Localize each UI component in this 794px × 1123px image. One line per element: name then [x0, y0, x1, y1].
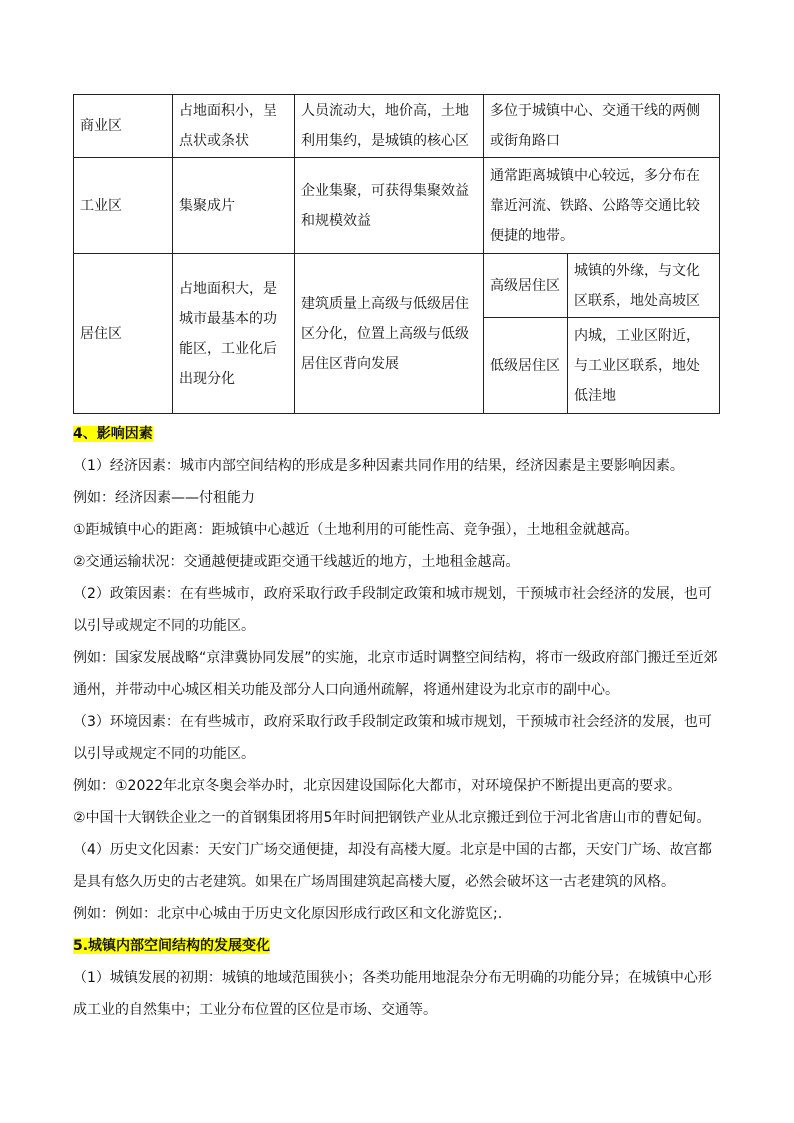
zone-location-cell: 多位于城镇中心、交通干线的两侧或街角路口	[484, 95, 720, 158]
paragraph-econ-example: 例如：经济因素——付租能力	[73, 490, 255, 506]
paragraph-env: （3）环境因素：在有些城市，政府采取行政手段制定政策和城市规划，干预城市社会经济的发展，也可以引导或规定不同的功能区。	[73, 714, 712, 762]
zone-name-cell: 居住区	[74, 254, 173, 414]
paragraph-econ: （1）经济因素：城市内部空间结构的形成是多种因素共同作用的结果，经济因素是主要影响因素。	[73, 458, 684, 474]
zone-name-cell: 商业区	[74, 95, 173, 158]
subzone-label-cell: 低级居住区	[484, 318, 568, 414]
paragraph-policy-example: 例如：国家发展战略“京津冀协同发展”的实施，北京市适时调整空间结构，将市一级政府部门搬迁至近郊通州，并带动中心城区相关功能及部分人口向通州疏解，将通州建设为北京市的副中心。	[73, 650, 718, 698]
section-5-heading: 5.城镇内部空间结构的发展变化	[73, 938, 271, 954]
paragraph-policy: （2）政策因素：在有些城市，政府采取行政手段制定政策和城市规划，干预城市社会经济的发展，也可以引导或规定不同的功能区。	[73, 586, 712, 634]
paragraph-history: （4）历史文化因素：天安门广场交通便捷，却没有高楼大厦。北京是中国的古都，天安门广场、故宫都是具有悠久历史的古老建筑。如果在广场周围建筑起高楼大厦，必然会破坏这一古老建筑的风格。	[73, 842, 712, 890]
table-row-commercial	[74, 95, 720, 158]
paragraph-econ-point-2: ②交通运输状况：交通越便捷或距交通干线越近的地方，土地租金越高。	[73, 554, 520, 570]
zone-name-cell: 工业区	[74, 158, 173, 254]
zone-location-cell: 通常距离城镇中心较远，多分布在靠近河流、铁路、公路等交通比较便捷的地带。	[484, 158, 720, 254]
paragraph-env-example-1: 例如：①2022年北京冬奥会举办时，北京因建设国际化大都市，对环境保护不断提出更高的要求。	[73, 778, 682, 794]
table-row-residential-high	[74, 254, 720, 318]
zone-feature-cell: 集聚成片	[173, 158, 295, 254]
subzone-label-cell: 高级居住区	[484, 254, 568, 318]
main-text	[73, 418, 723, 1026]
subzone-desc-cell: 城镇的外缘，与文化区联系，地处高坡区	[568, 254, 720, 318]
subzone-desc-cell: 内城，工业区附近，与工业区联系，地处低洼地	[568, 318, 720, 414]
table-row-industrial	[74, 158, 720, 254]
zone-reason-cell: 建筑质量上高级与低级居住区分化，位置上高级与低级居住区背向发展	[295, 254, 484, 414]
paragraph-econ-point-1: ①距城镇中心的距离：距城镇中心越近（土地利用的可能性高、竞争强），土地租金就越高。	[73, 522, 639, 538]
paragraph-history-example: 例如：例如：北京中心城由于历史文化原因形成行政区和文化游览区;.	[73, 906, 503, 922]
functional-zones-table	[73, 94, 720, 414]
zone-reason-cell: 企业集聚，可获得集聚效益和规模效益	[295, 158, 484, 254]
zone-feature-cell: 占地面积大，是城市最基本的功能区，工业化后出现分化	[173, 254, 295, 414]
paragraph-env-example-2: ②中国十大钢铁企业之一的首钢集团将用5年时间把钢铁产业从北京搬迁到位于河北省唐山市的曹妃甸。	[73, 810, 711, 826]
paragraph-early-stage: （1）城镇发展的初期：城镇的地域范围狭小；各类功能用地混杂分布无明确的功能分异；在城镇中心形成工业的自然集中；工业分布位置的区位是市场、交通等。	[73, 970, 712, 1018]
section-4-heading: 4、影响因素	[73, 426, 153, 442]
zone-feature-cell: 占地面积小，呈点状或条状	[173, 95, 295, 158]
zone-reason-cell: 人员流动大，地价高，土地利用集约，是城镇的核心区	[295, 95, 484, 158]
